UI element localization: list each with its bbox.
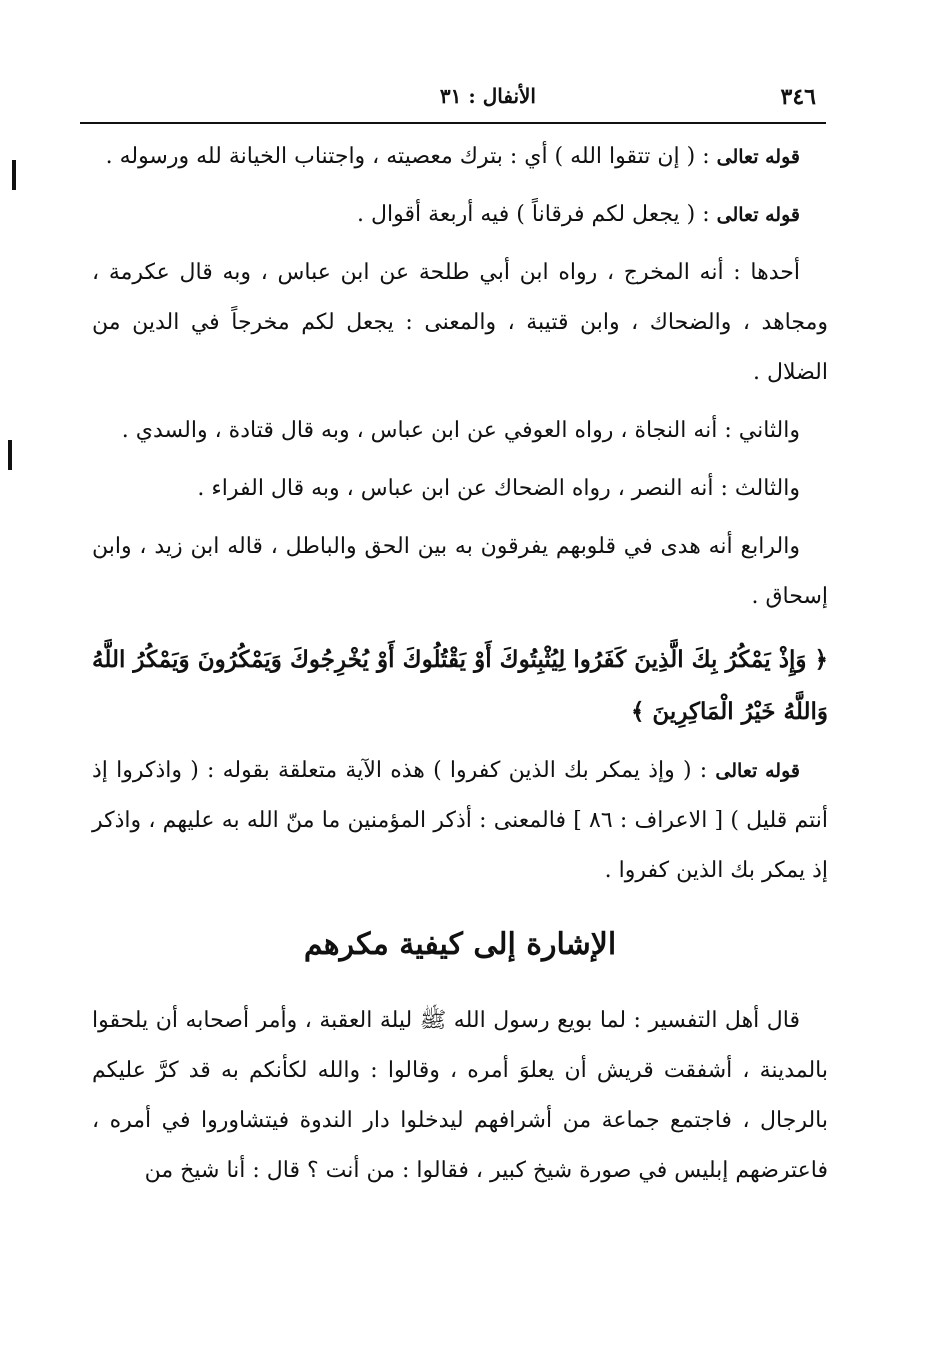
paragraph-text: والثالث : أنه النصر ، رواه الضحاك عن ابن عباس ، وبه قال الفراء . (197, 476, 800, 501)
page-header (80, 82, 826, 122)
paragraph-text: قال أهل التفسير : لما بويع رسول الله ﷺ ليلة العقبة ، وأمر أصحابه أن يلحقوا بالمدينة ، أشفقت قريش أن يعلوَ أمره ، وقالوا : والله لكأنكم به قد كرَّ عليكم بالرجال ، فاجتمع جماعة من أشرافهم ليدخلوا دار الندوة فيتشاوروا في أمره ، فاعترضهم إبليس في صورة شيخ كبير ، فقالوا : من أنت ؟ قال : أنا شيخ من (92, 1008, 828, 1183)
main-text (92, 132, 828, 1204)
paragraph-text: : ( يجعل لكم فرقاناً ) فيه أربعة أقوال . (357, 202, 710, 227)
page-number: ٣٤٦ (780, 84, 816, 110)
paragraph-text: : ( وإذ يمكر بك الذين كفروا ) هذه الآية متعلقة بقوله : ( واذكروا إذ أنتم قليل ) [ الاعراف : ٨٦ ] فالمعنى : أذكر المؤمنين ما منّ الله به عليهم ، واذكر إذ يمكر بك الذين كفروا . (92, 758, 828, 883)
paragraph-label: قوله تعالى (715, 760, 800, 782)
paragraph-text: والرابع أنه هدى في قلوبهم يفرقون به بين الحق والباطل ، قاله ابن زيد ، وابن إسحاق . (92, 534, 828, 609)
paragraph (92, 464, 828, 514)
paragraph (92, 746, 828, 896)
paragraph (92, 996, 828, 1196)
paragraph (92, 190, 828, 240)
paragraph (92, 406, 828, 456)
paragraph-text: أحدها : أنه المخرج ، رواه ابن أبي طلحة عن ابن عباس ، وبه قال عكرمة ، ومجاهد ، والضحاك ، وابن قتيبة ، والمعنى : يجعل لكم مخرجاً في الدين من الضلال . (92, 260, 828, 385)
paragraph-label: قوله تعالى (716, 204, 800, 226)
quran-verse: ﴿ وَإِذْ يَمْكُرُ بِكَ الَّذِينَ كَفَرُوا لِيُثْبِتُوكَ أَوْ يَقْتُلُوكَ أَوْ يُخْرِجُوكَ وَيَمْكُرُونَ وَيَمْكُرُ اللَّهُ وَاللَّهُ خَيْرُ الْمَاكِرِينَ ﴾ (92, 646, 828, 725)
paragraph (92, 132, 828, 182)
paragraph-text: : ( إن تتقوا الله ) أي : بترك معصيته ، واجتناب الخيانة لله ورسوله . (105, 144, 710, 169)
paragraph-label: قوله تعالى (716, 146, 800, 168)
paragraph (92, 522, 828, 622)
header-rule (80, 122, 826, 124)
running-title: الأنفال : ٣١ (439, 84, 536, 108)
margin-mark (12, 160, 16, 190)
margin-mark (8, 440, 12, 470)
paragraph (92, 248, 828, 398)
section-heading: الإشارة إلى كيفية مكرهم (303, 927, 617, 962)
paragraph-text: والثاني : أنه النجاة ، رواه العوفي عن ابن عباس ، وبه قال قتادة ، والسدي . (121, 418, 800, 443)
